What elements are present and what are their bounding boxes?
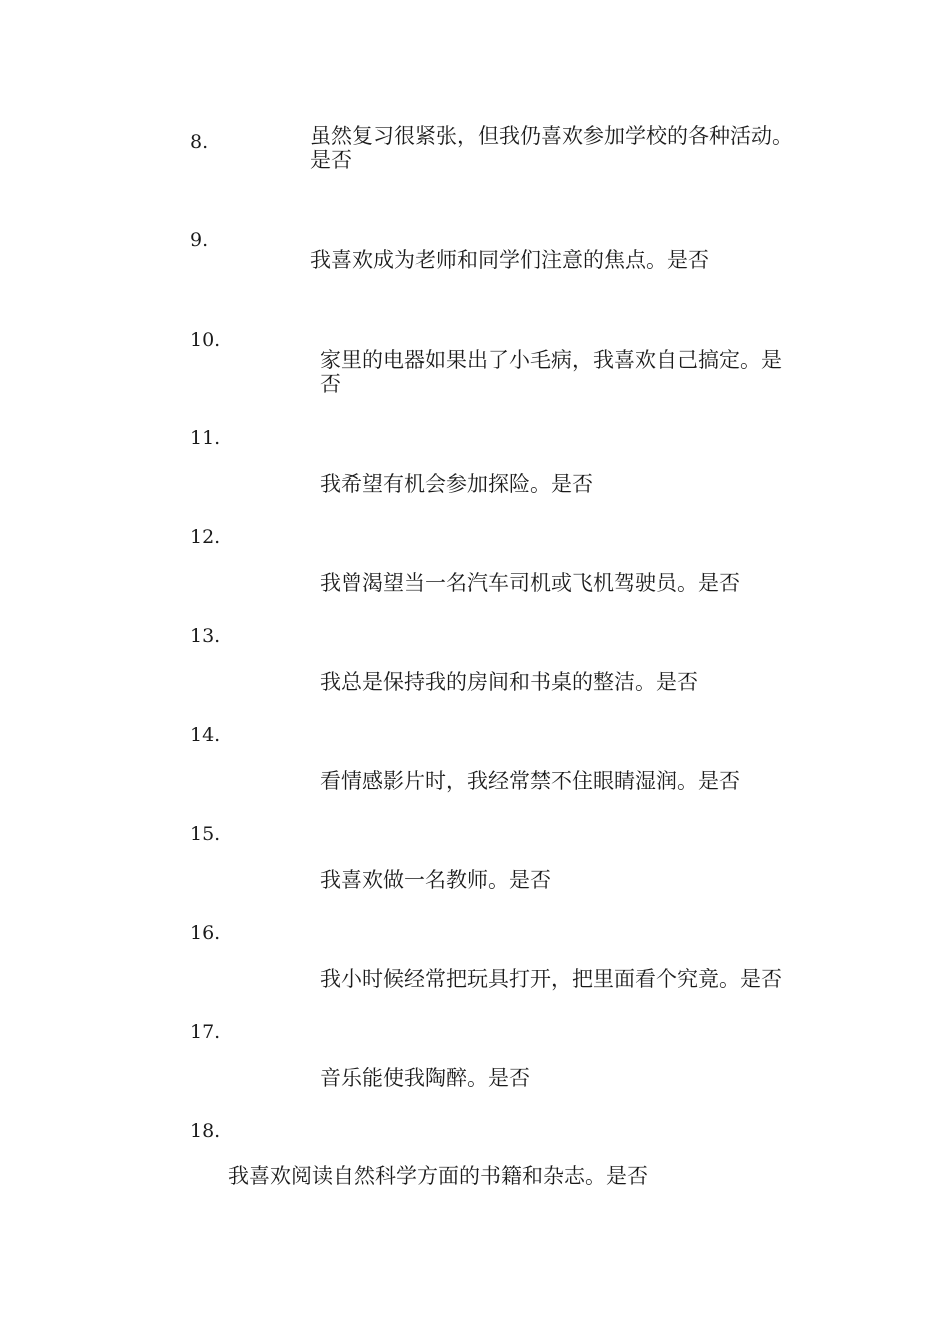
question-body: 看情感影片时，我经常禁不住眼睛湿润。 [320,769,698,793]
question-body: 虽然复习很紧张，但我仍喜欢参加学校的各种活动。 [310,124,793,148]
answer-options: 否 [320,372,341,396]
answer-options: 是否 [698,571,740,595]
item-number: 13. [190,625,221,647]
question-body: 我总是保持我的房间和书桌的整洁。 [320,670,656,694]
answer-options: 是否 [310,148,352,172]
item-number: 8. [190,131,209,153]
question-text [320,967,820,991]
question-body: 我小时候经常把玩具打开，把里面看个究竟。 [320,967,740,991]
answer-options: 是否 [740,967,782,991]
question-text [320,769,820,793]
question-body: 我喜欢成为老师和同学们注意的焦点。 [310,248,667,272]
item-number: 9. [190,229,209,251]
item-number: 17. [190,1021,221,1043]
question-body: 我喜欢阅读自然科学方面的书籍和杂志。 [228,1164,606,1188]
item-number: 16. [190,922,221,944]
question-body: 我希望有机会参加探险。 [320,472,551,496]
item-number: 14. [190,724,221,746]
answer-options: 是否 [667,248,709,272]
item-number: 18. [190,1120,221,1142]
answer-options: 是否 [551,472,593,496]
answer-options: 是否 [488,1066,530,1090]
question-text [228,1164,828,1188]
question-text [320,1066,820,1090]
item-number: 11. [190,427,221,449]
question-text [310,248,830,272]
question-text [320,571,820,595]
question-body: 我喜欢做一名教师。 [320,868,509,892]
answer-options: 是否 [606,1164,648,1188]
question-text [320,472,820,496]
answer-options: 是否 [509,868,551,892]
question-body: 我曾渴望当一名汽车司机或飞机驾驶员。 [320,571,698,595]
question-text [320,348,820,396]
question-text [320,868,820,892]
answer-options: 是否 [656,670,698,694]
question-text [310,124,830,172]
question-body: 家里的电器如果出了小毛病，我喜欢自己搞定。是 [320,348,782,372]
item-number: 15. [190,823,221,845]
question-body: 音乐能使我陶醉。 [320,1066,488,1090]
answer-options: 是否 [698,769,740,793]
question-text [320,670,820,694]
item-number: 12. [190,526,221,548]
item-number: 10. [190,329,221,351]
